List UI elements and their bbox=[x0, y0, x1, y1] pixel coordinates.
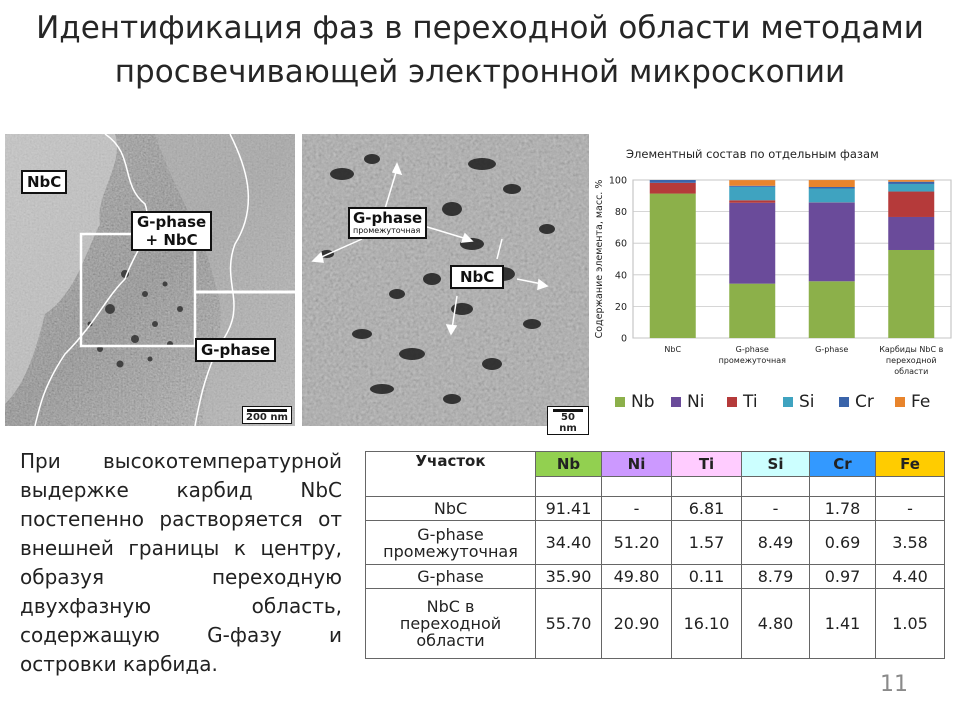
x-tick-label: промежуточная bbox=[718, 356, 786, 365]
bar-segment-cr bbox=[650, 180, 696, 183]
cell-cr: 1.41 bbox=[810, 589, 876, 659]
label-gphase-intermediate-main: G-phase bbox=[353, 209, 423, 227]
bar-segment-fe bbox=[888, 180, 934, 182]
cell-fe: 1.05 bbox=[876, 589, 945, 659]
title-line-1: Идентификация фаз в переходной области методами bbox=[36, 10, 924, 46]
y-tick-label: 20 bbox=[614, 301, 627, 313]
cell-fe: 4.40 bbox=[876, 565, 945, 589]
micrograph-right-image bbox=[302, 134, 589, 426]
y-tick-label: 100 bbox=[608, 175, 627, 187]
label-nbc-right: NbC bbox=[450, 265, 504, 289]
micrograph-left bbox=[5, 134, 295, 426]
cell-ti: 1.57 bbox=[672, 521, 742, 565]
cell-nb: 91.41 bbox=[536, 497, 602, 521]
bar-segment-ni bbox=[888, 217, 934, 250]
scale-bar-right bbox=[547, 406, 589, 435]
header-spacer-cell bbox=[742, 477, 810, 497]
table-row bbox=[366, 521, 945, 565]
header-ni: Ni bbox=[602, 452, 672, 477]
x-tick-label: переходной bbox=[885, 356, 937, 365]
header-si: Si bbox=[742, 452, 810, 477]
x-tick-label: G-phase bbox=[815, 345, 849, 354]
label-gphase-intermediate bbox=[348, 207, 427, 239]
row-label-line: переходной bbox=[399, 614, 502, 633]
bar-segment-ni bbox=[809, 203, 855, 282]
header-spacer-cell bbox=[536, 477, 602, 497]
label-gphase-intermediate-sub: промежуточная bbox=[353, 226, 421, 235]
y-tick-label: 40 bbox=[614, 270, 627, 282]
table-row bbox=[366, 497, 945, 521]
title-line-2: просвечивающей электронной микроскопии bbox=[114, 54, 846, 90]
bar-segment-ni bbox=[729, 203, 775, 284]
label-nbc-left: NbC bbox=[21, 170, 67, 194]
table-head bbox=[366, 452, 945, 497]
row-label-line: G-phase bbox=[417, 524, 484, 544]
page-number: 11 bbox=[880, 672, 908, 697]
label-gphase-nbc bbox=[131, 211, 212, 251]
cell-si: 8.79 bbox=[742, 565, 810, 589]
legend-swatch-ti bbox=[727, 397, 737, 407]
cell-nb: 55.70 bbox=[536, 589, 602, 659]
legend-label-si: Si bbox=[799, 392, 815, 412]
y-tick-label: 80 bbox=[614, 207, 627, 219]
cell-si: 4.80 bbox=[742, 589, 810, 659]
bar-segment-nb bbox=[809, 281, 855, 338]
header-spacer-cell bbox=[602, 477, 672, 497]
bar-segment-ti bbox=[729, 200, 775, 202]
table-row bbox=[366, 565, 945, 589]
bar-segment-si bbox=[888, 184, 934, 192]
row-label-line: промежуточная bbox=[383, 541, 518, 561]
bar-segment-ti bbox=[650, 183, 696, 194]
row-label-line: NbC в bbox=[426, 597, 475, 616]
header-nb: Nb bbox=[536, 452, 602, 477]
cell-ni: 49.80 bbox=[602, 565, 672, 589]
cell-cr: 0.69 bbox=[810, 521, 876, 565]
label-gphase-bottom: G-phase bbox=[195, 338, 276, 362]
legend-label-cr: Cr bbox=[855, 392, 874, 412]
row-label bbox=[366, 497, 536, 521]
legend-label-nb: Nb bbox=[631, 392, 655, 412]
scale-bar-left bbox=[242, 406, 292, 424]
legend-swatch-ni bbox=[671, 397, 681, 407]
row-label bbox=[366, 521, 536, 565]
row-label bbox=[366, 589, 536, 659]
row-label bbox=[366, 565, 536, 589]
chart-title: Элементный состав по отдельным фазам bbox=[626, 147, 879, 161]
bar-segment-ti bbox=[888, 192, 934, 217]
cell-ni: - bbox=[602, 497, 672, 521]
legend-swatch-nb bbox=[615, 397, 625, 407]
x-tick-label: G-phase bbox=[735, 345, 769, 354]
micrograph-right bbox=[302, 134, 589, 434]
row-label-line: области bbox=[416, 631, 485, 650]
description-paragraph: При высокотемпературной выдержке карбид NbC постепенно растворяется от внешней границы к центру, образуя переходную двухфазную область, содержащую G-фазу и островки карбида. bbox=[20, 449, 342, 676]
row-label-line: NbC bbox=[433, 499, 468, 518]
bar-segment-nb bbox=[888, 250, 934, 338]
header-spacer-cell bbox=[810, 477, 876, 497]
legend-swatch-fe bbox=[895, 397, 905, 407]
cell-si: 8.49 bbox=[742, 521, 810, 565]
legend-label-fe: Fe bbox=[911, 392, 931, 412]
bar-segment-cr bbox=[888, 182, 934, 184]
label-gphase-nbc-line2: + NbC bbox=[145, 231, 198, 249]
table-body bbox=[366, 497, 945, 659]
legend-swatch-si bbox=[783, 397, 793, 407]
composition-table bbox=[365, 451, 945, 659]
bar-segment-nb bbox=[650, 194, 696, 338]
composition-chart bbox=[593, 138, 955, 428]
header-fe: Fe bbox=[876, 452, 945, 477]
cell-nb: 35.90 bbox=[536, 565, 602, 589]
cell-fe: - bbox=[876, 497, 945, 521]
cell-si: - bbox=[742, 497, 810, 521]
legend-label-ti: Ti bbox=[743, 392, 758, 412]
header-cr: Cr bbox=[810, 452, 876, 477]
x-tick-label: области bbox=[894, 367, 929, 376]
header-ti: Ti bbox=[672, 452, 742, 477]
bar-segment-si bbox=[809, 189, 855, 203]
bar-segment-nb bbox=[729, 284, 775, 338]
header-label: Участок bbox=[366, 452, 536, 497]
cell-ti: 6.81 bbox=[672, 497, 742, 521]
cell-nb: 34.40 bbox=[536, 521, 602, 565]
cell-ti: 16.10 bbox=[672, 589, 742, 659]
legend-swatch-cr bbox=[839, 397, 849, 407]
scale-bar-left-label: 200 nm bbox=[246, 412, 288, 423]
header-spacer-cell bbox=[672, 477, 742, 497]
scale-bar-right-label: 50 nm bbox=[559, 412, 577, 434]
x-tick-label: Карбиды NbC в bbox=[879, 345, 944, 354]
y-tick-label: 0 bbox=[620, 333, 627, 345]
label-gphase-nbc-line1: G-phase bbox=[137, 213, 207, 231]
y-tick-label: 60 bbox=[614, 238, 627, 250]
bar-segment-fe bbox=[729, 180, 775, 186]
cell-cr: 0.97 bbox=[810, 565, 876, 589]
table-row bbox=[366, 589, 945, 659]
cell-cr: 1.78 bbox=[810, 497, 876, 521]
cell-ti: 0.11 bbox=[672, 565, 742, 589]
slide-title bbox=[0, 6, 960, 94]
bar-segment-fe bbox=[809, 180, 855, 187]
cell-fe: 3.58 bbox=[876, 521, 945, 565]
cell-ni: 20.90 bbox=[602, 589, 672, 659]
bar-segment-si bbox=[729, 187, 775, 200]
y-axis-label: Содержание элемента, масс. % bbox=[594, 179, 605, 339]
header-spacer-cell bbox=[876, 477, 945, 497]
bar-segment-cr bbox=[809, 187, 855, 189]
table-header-row bbox=[366, 452, 945, 477]
legend-label-ni: Ni bbox=[687, 392, 705, 412]
cell-ni: 51.20 bbox=[602, 521, 672, 565]
row-label-line: G-phase bbox=[417, 567, 484, 586]
x-tick-label: NbC bbox=[664, 345, 682, 354]
bar-segment-cr bbox=[729, 186, 775, 187]
